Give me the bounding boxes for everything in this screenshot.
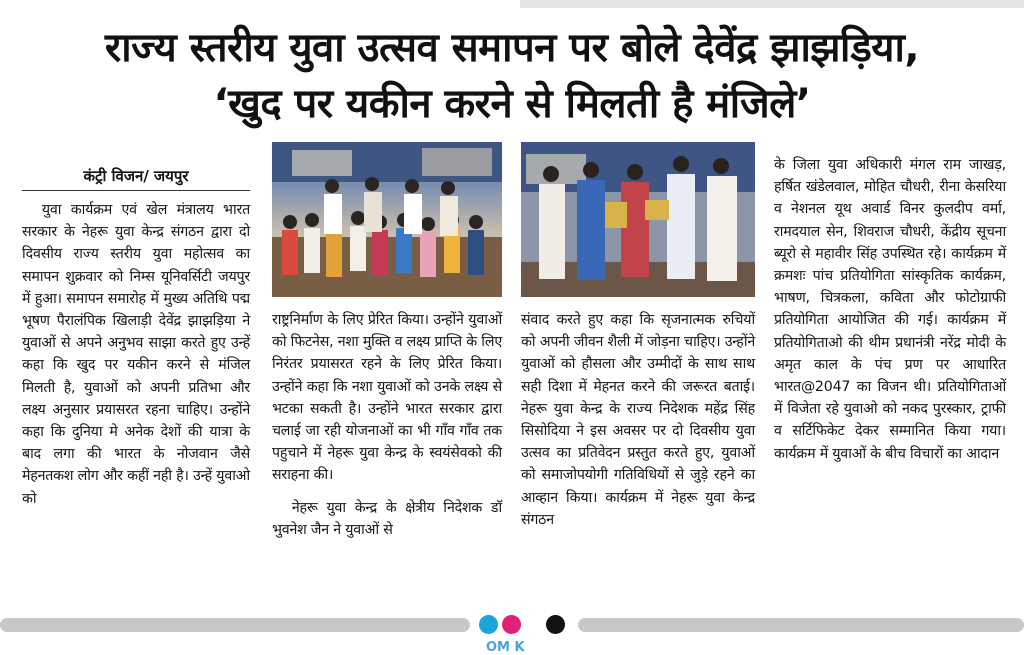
column-4-paragraph: के जिला युवा अधिकारी मंगल राम जाखड़, हर्षित खंडेलवाल, मोहित चौधरी, रीना केसरिया व नेशनल यूथ अवार्ड विनर कुलदीप वर्मा, रामदयाल सेन, शिवराज चौधरी, केंद्रीय सूचना ब्यूरो से महावीर सिंह उपस्थित रहे। कार्यक्रम में क्रमशः पांच प्रतियोगिता सांस्कृतिक कार्यक्रम, भाषण, चित्रकला, कविता और फोटोग्राफी प्रतियोगिता आयोजित की गई। कार्यक्रम में प्रतियोगिताओ की थीम प्रधानंत्री नरेंद्र मोदी के अमृत काल के पंच प्रण पर आधारित भारत@2047 का विजन थी। प्रतियोगिताओं में विजेता रहे युवाओ को नकद पुरस्कार, ट्राफी व सर्टिफिकेट देकर सम्मानित किया गया। कार्यक्रम में युवाओं के बीच विचारों का आदान	[774, 157, 1006, 462]
headline-line-2: ‘खुद पर यकीन करने से मिलती है मंजिले’	[213, 81, 811, 127]
headline-line-1: राज्य स्तरीय युवा उत्सव समापन पर बोले देवेंद्र झाझड़िया,	[104, 25, 920, 71]
registration-dot-magenta	[502, 615, 521, 634]
registration-dot-black	[546, 615, 565, 634]
event-photo-2	[521, 142, 755, 297]
byline: कंट्री विजन/ जयपुर	[22, 164, 250, 191]
bottom-bar-left	[0, 618, 470, 632]
event-photo-1	[272, 142, 502, 297]
article-column-3	[521, 309, 755, 531]
column-2-paragraph-1: राष्ट्रनिर्माण के लिए प्रेरित किया। उन्होंने युवाओं को फिटनेस, नशा मुक्ति व लक्ष्य प्राप्ति के लिए निरंतर प्रयासरत रहने के लिए प्रेरित किया। उन्होंने कहा कि नशा युवाओं को उनके लक्ष्य से भटका सकती है। उन्होंने भारत सरकार द्वारा चलाई जा रही योजनाओं का भी गाँव गाँव तक पहुचाने में नेहरू युवा केन्द्र के स्वयंसेवको की सराहना की।	[272, 312, 502, 484]
article-column-2	[272, 309, 502, 541]
column-2-paragraph-2: नेहरू युवा केन्द्र के क्षेत्रीय निदेशक डॉ भुवनेश जैन ने युवाओं से	[272, 499, 502, 538]
registration-dot-cyan	[479, 615, 498, 634]
footer-text: OM K	[486, 640, 525, 655]
column-3-paragraph: संवाद करते हुए कहा कि सृजनात्मक रुचियों को अपनी जीवन शैली में जोड़ना चाहिए। उन्होंने युवाओं को हौसला और उम्मीदों के साथ साथ सही दिशा में मेहनत करने की जरूरत बताई। नेहरू युवा केन्द्र के राज्य निदेशक महेंद्र सिंह सिसोदिया ने इस अवसर पर दो दिवसीय युवा उत्सव का प्रतिवेदन प्रस्तुत करते हुए, युवाओं को समाजोपयोगी गतिविधियों से जुड़े रहने का आव्हान किया। कार्यक्रम में नेहरू युवा केन्द्र संगठन	[521, 312, 755, 528]
bottom-bar-right	[578, 618, 1024, 632]
article-column-4	[774, 154, 1006, 465]
article-column-1	[22, 152, 250, 510]
column-1-paragraph: युवा कार्यक्रम एवं खेल मंत्रालय भारत सरकार के नेहरू युवा केन्द्र संगठन द्वारा दो दिवसीय राज्य स्तरीय युवा महोत्सव का समापन शुक्रवार को निम्स यूनिवर्सिटी जयपुर में हुआ। समापन समारोह में मुख्य अतिथि पद्म भूषण पैरालंपिक खिलाड़ी देवेंद्र झाझड़िया ने युवाओं से अपने अनुभव साझा करते हुए उन्हें कहा कि खुद पर यकीन करने से मंजिल मिलती है, युवाओं को अपनी प्रतिभा और लक्ष्य अनुसार प्रयासरत रहना चाहिए। उन्होंने कहा कि दुनिया मे अनेक देशों की यात्रा के बाद लगा की भारत के नोजवान जैसे मेहनतकश लोग और कहीं नही है। उन्हें युवाओ को	[22, 202, 250, 507]
top-bar	[520, 0, 1024, 8]
